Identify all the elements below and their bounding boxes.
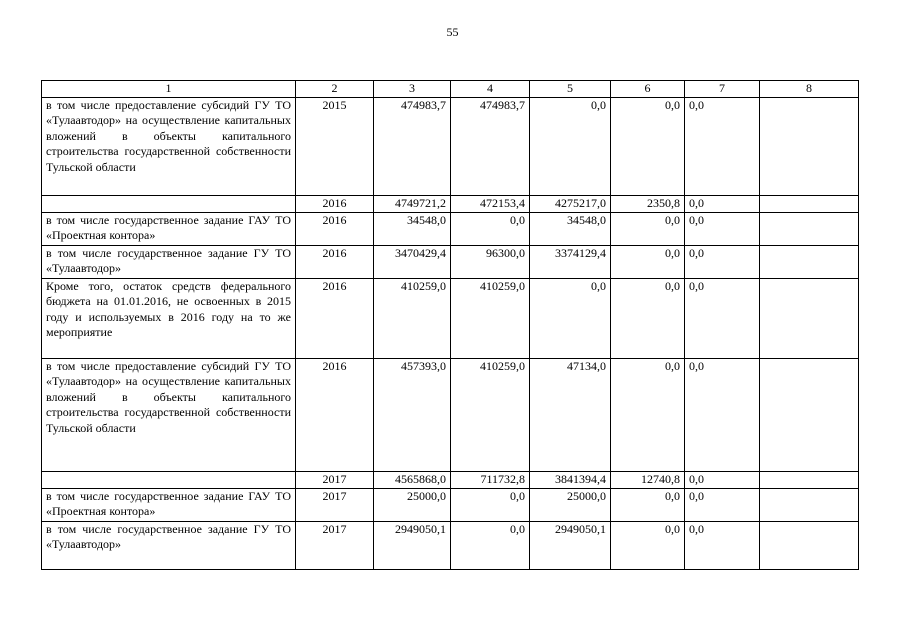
cell-col4: 711732,8	[451, 471, 530, 488]
cell-col5: 4275217,0	[530, 195, 611, 212]
cell-col4: 96300,0	[451, 245, 530, 278]
cell-col7: 0,0	[685, 471, 760, 488]
cell-col7: 0,0	[685, 521, 760, 569]
row-description: в том числе предоставление субсидий ГУ ТО «Тулаавтодор» на осуществление капитальных вложений в объекты капитального строительства государственной собственности Тульской области	[42, 97, 296, 195]
column-header: 1	[42, 81, 296, 98]
row-year: 2015	[296, 97, 374, 195]
cell-col8	[760, 212, 859, 245]
cell-col3: 410259,0	[374, 278, 451, 358]
column-header: 5	[530, 81, 611, 98]
table-row	[42, 521, 859, 569]
row-description	[42, 471, 296, 488]
row-year: 2016	[296, 358, 374, 471]
cell-col7: 0,0	[685, 278, 760, 358]
cell-col6: 0,0	[611, 358, 685, 471]
table-row	[42, 195, 859, 212]
cell-col3: 3470429,4	[374, 245, 451, 278]
cell-col8	[760, 358, 859, 471]
cell-col6: 0,0	[611, 97, 685, 195]
cell-col6: 0,0	[611, 212, 685, 245]
cell-col3: 4565868,0	[374, 471, 451, 488]
column-header: 2	[296, 81, 374, 98]
cell-col4: 0,0	[451, 212, 530, 245]
column-header: 8	[760, 81, 859, 98]
cell-col8	[760, 195, 859, 212]
cell-col8	[760, 278, 859, 358]
row-year: 2017	[296, 471, 374, 488]
table-row	[42, 245, 859, 278]
cell-col5: 2949050,1	[530, 521, 611, 569]
row-description: в том числе государственное задание ГУ ТО «Тулаавтодор»	[42, 521, 296, 569]
cell-col6: 0,0	[611, 488, 685, 521]
cell-col4: 0,0	[451, 521, 530, 569]
cell-col7: 0,0	[685, 97, 760, 195]
column-header: 4	[451, 81, 530, 98]
cell-col5: 0,0	[530, 278, 611, 358]
table-row	[42, 212, 859, 245]
table-header-row	[42, 81, 859, 98]
budget-table	[41, 80, 859, 570]
cell-col3: 34548,0	[374, 212, 451, 245]
row-description	[42, 195, 296, 212]
cell-col3: 25000,0	[374, 488, 451, 521]
column-header: 6	[611, 81, 685, 98]
cell-col6: 0,0	[611, 521, 685, 569]
cell-col7: 0,0	[685, 212, 760, 245]
cell-col4: 410259,0	[451, 278, 530, 358]
cell-col5: 25000,0	[530, 488, 611, 521]
page-number: 55	[446, 25, 459, 39]
cell-col3: 2949050,1	[374, 521, 451, 569]
cell-col6: 2350,8	[611, 195, 685, 212]
cell-col4: 474983,7	[451, 97, 530, 195]
cell-col4: 0,0	[451, 488, 530, 521]
cell-col4: 410259,0	[451, 358, 530, 471]
table-row	[42, 278, 859, 358]
row-year: 2017	[296, 488, 374, 521]
cell-col5: 3841394,4	[530, 471, 611, 488]
cell-col7: 0,0	[685, 358, 760, 471]
row-year: 2016	[296, 245, 374, 278]
row-description: в том числе государственное задание ГАУ ТО «Проектная контора»	[42, 488, 296, 521]
cell-col6: 0,0	[611, 245, 685, 278]
cell-col5: 47134,0	[530, 358, 611, 471]
row-description: в том числе государственное задание ГУ ТО «Тулаавтодор»	[42, 245, 296, 278]
cell-col3: 457393,0	[374, 358, 451, 471]
cell-col5: 0,0	[530, 97, 611, 195]
row-description: Кроме того, остаток средств федерального бюджета на 01.01.2016, не освоенных в 2015 году и используемых в 2016 году на то же мероприятие	[42, 278, 296, 358]
cell-col8	[760, 471, 859, 488]
cell-col6: 0,0	[611, 278, 685, 358]
cell-col8	[760, 97, 859, 195]
table-row	[42, 358, 859, 471]
cell-col5: 34548,0	[530, 212, 611, 245]
cell-col8	[760, 488, 859, 521]
column-header: 7	[685, 81, 760, 98]
row-year: 2016	[296, 278, 374, 358]
cell-col3: 474983,7	[374, 97, 451, 195]
row-description: в том числе государственное задание ГАУ ТО «Проектная контора»	[42, 212, 296, 245]
cell-col7: 0,0	[685, 195, 760, 212]
table-row	[42, 488, 859, 521]
row-year: 2016	[296, 212, 374, 245]
cell-col8	[760, 521, 859, 569]
row-year: 2017	[296, 521, 374, 569]
row-description: в том числе предоставление субсидий ГУ ТО «Тулаавтодор» на осуществление капитальных вложений в объекты капитального строительства государственной собственности Тульской области	[42, 358, 296, 471]
column-header: 3	[374, 81, 451, 98]
cell-col8	[760, 245, 859, 278]
row-year: 2016	[296, 195, 374, 212]
cell-col7: 0,0	[685, 245, 760, 278]
table-row	[42, 471, 859, 488]
cell-col7: 0,0	[685, 488, 760, 521]
cell-col4: 472153,4	[451, 195, 530, 212]
cell-col6: 12740,8	[611, 471, 685, 488]
cell-col3: 4749721,2	[374, 195, 451, 212]
cell-col5: 3374129,4	[530, 245, 611, 278]
table-row	[42, 97, 859, 195]
